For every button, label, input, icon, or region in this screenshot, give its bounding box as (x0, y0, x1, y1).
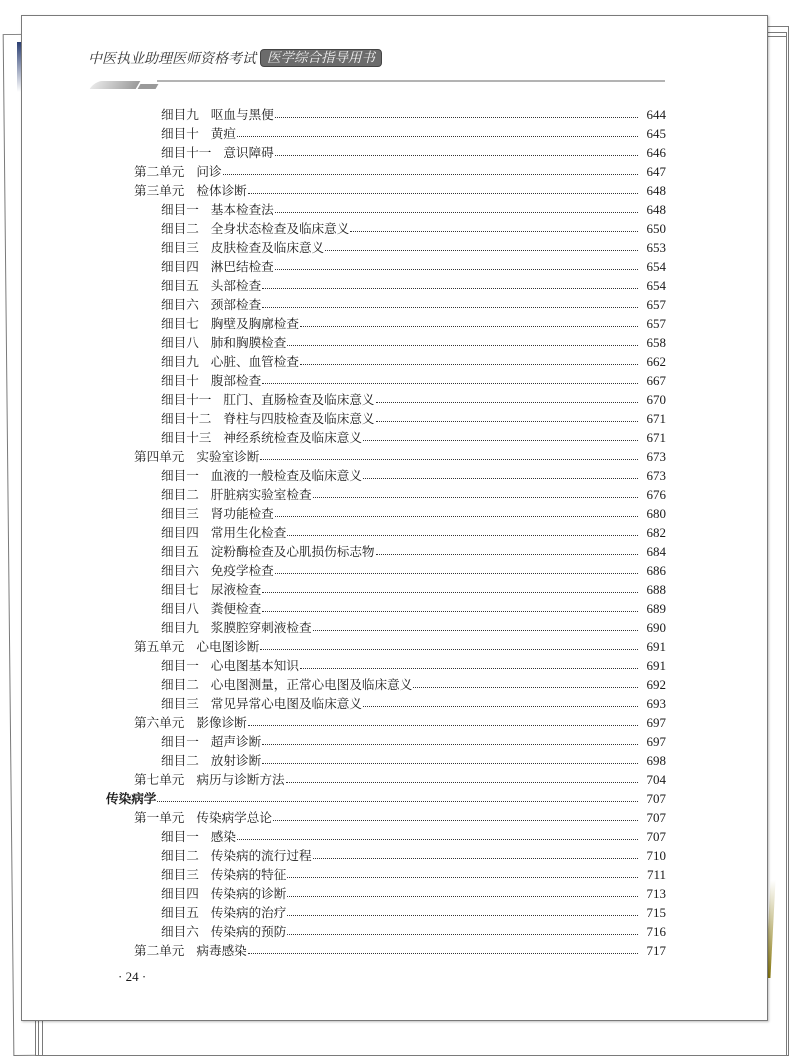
dot-leader (287, 876, 638, 878)
toc-entry[interactable] (106, 104, 666, 123)
toc-entry-page: 710 (646, 848, 666, 863)
toc-entry-label (106, 180, 247, 199)
toc-entry-code: 第四单元 (134, 449, 185, 464)
toc-entry-page: 670 (646, 392, 666, 407)
toc-entry-title: 胸壁及胸廓检查 (210, 316, 299, 331)
toc-entry-page: 647 (646, 164, 666, 179)
dot-leader (363, 705, 638, 707)
dot-leader (300, 325, 638, 327)
toc-entry[interactable] (106, 256, 666, 275)
toc-entry-title: 常见异常心电图及临床意义 (210, 696, 362, 711)
header-decoration (90, 81, 141, 89)
toc-entry-page: 707 (646, 791, 666, 806)
toc-entry[interactable] (106, 617, 666, 636)
toc-entry[interactable] (106, 598, 666, 617)
toc-entry-label (106, 427, 362, 446)
toc-entry-label (106, 674, 412, 693)
toc-entry-title: 皮肤检查及临床意义 (210, 240, 325, 255)
toc-entry-title: 心电图诊断 (196, 639, 260, 654)
dot-leader (248, 192, 638, 194)
dot-leader (260, 458, 638, 460)
toc-entry[interactable] (106, 427, 666, 446)
dot-leader (248, 724, 638, 726)
toc-entry-page: 693 (646, 696, 666, 711)
dot-leader (363, 477, 638, 479)
toc-entry-title: 基本检查法 (210, 202, 274, 217)
toc-entry-page: 650 (646, 221, 666, 236)
dot-leader (275, 572, 638, 574)
toc-entry-title: 浆膜腔穿刺液检查 (210, 620, 312, 635)
toc-entry-code: 细目八 (161, 335, 199, 350)
toc-entry-label (106, 845, 312, 864)
toc-entry-label (106, 712, 247, 731)
toc-entry-page: 707 (646, 829, 666, 844)
dot-leader (313, 857, 638, 859)
toc-entry[interactable] (106, 370, 666, 389)
toc-entry-label (106, 883, 286, 902)
toc-entry-code: 细目十 (161, 373, 199, 388)
toc-entry-title: 神经系统检查及临床意义 (223, 430, 362, 445)
toc-entry-code: 细目三 (161, 696, 199, 711)
toc-entry[interactable] (106, 845, 666, 864)
header-rule (157, 80, 665, 82)
toc-entry[interactable] (106, 940, 666, 959)
toc-entry-label (106, 788, 156, 807)
toc-entry-page: 680 (646, 506, 666, 521)
toc-entry[interactable] (106, 731, 666, 750)
dot-leader (325, 249, 638, 251)
toc-entry-page: 673 (646, 449, 666, 464)
toc-entry-page: 645 (646, 126, 666, 141)
toc-entry[interactable] (106, 313, 666, 332)
dot-leader (275, 211, 638, 213)
dot-leader (262, 287, 638, 289)
toc-entry[interactable] (106, 579, 666, 598)
toc-entry-label (106, 294, 261, 313)
toc-entry-title: 脊柱与四肢检查及临床意义 (223, 411, 375, 426)
toc-entry-title: 肾功能检查 (210, 506, 274, 521)
toc-entry[interactable] (106, 237, 666, 256)
toc-entry-page: 648 (646, 202, 666, 217)
dot-leader (260, 648, 638, 650)
toc-entry-code: 细目五 (161, 544, 199, 559)
dot-leader (350, 230, 638, 232)
toc-entry-page: 697 (646, 734, 666, 749)
toc-entry-page: 658 (646, 335, 666, 350)
toc-entry-code: 细目五 (161, 278, 199, 293)
dot-leader (300, 667, 638, 669)
toc-entry-title: 传染病的流行过程 (210, 848, 312, 863)
toc-entry[interactable] (106, 826, 666, 845)
toc-entry-title: 腹部检查 (210, 373, 262, 388)
dot-leader (287, 914, 638, 916)
dot-leader (376, 401, 639, 403)
toc-entry-code: 细目二 (161, 221, 199, 236)
toc-entry-title: 心脏、血管检查 (210, 354, 299, 369)
toc-entry-label (106, 750, 261, 769)
toc-entry-code: 细目二 (161, 753, 199, 768)
toc-entry-code: 细目九 (161, 107, 199, 122)
toc-entry-title: 病毒感染 (196, 943, 247, 958)
toc-entry-label (106, 446, 259, 465)
toc-entry-page: 667 (646, 373, 666, 388)
toc-entry-title: 影像诊断 (196, 715, 247, 730)
dot-leader (237, 135, 638, 137)
toc-entry-label (106, 104, 274, 123)
toc-entry[interactable] (106, 180, 666, 199)
toc-entry[interactable] (106, 294, 666, 313)
dot-leader (237, 838, 638, 840)
dot-leader (262, 382, 638, 384)
toc-entry-page: 673 (646, 468, 666, 483)
toc-entry-code: 细目十 (161, 126, 199, 141)
toc-entry-code: 细目六 (161, 297, 199, 312)
toc-entry-page: 646 (646, 145, 666, 160)
toc-entry-title: 尿液检查 (210, 582, 262, 597)
toc-entry-code: 细目七 (161, 316, 199, 331)
toc-entry-title: 呕血与黑便 (210, 107, 274, 122)
toc-entry-code: 第七单元 (134, 772, 185, 787)
toc-entry[interactable] (106, 769, 666, 788)
dot-leader (286, 781, 638, 783)
toc-entry-code: 细目二 (161, 677, 199, 692)
toc-entry-title: 传染病学总论 (196, 810, 272, 825)
toc-entry-title: 颈部检查 (210, 297, 262, 312)
toc-entry-label (106, 370, 261, 389)
toc-entry-page: 686 (646, 563, 666, 578)
dot-leader (223, 173, 638, 175)
toc-entry-code: 细目九 (161, 354, 199, 369)
toc-entry-label (106, 256, 274, 275)
toc-entry-label (106, 560, 274, 579)
toc-entry[interactable] (106, 123, 666, 142)
toc-entry-title: 问诊 (196, 164, 222, 179)
toc-entry[interactable] (106, 636, 666, 655)
toc-entry[interactable] (106, 218, 666, 237)
toc-entry[interactable] (106, 332, 666, 351)
toc-entry[interactable] (106, 465, 666, 484)
toc-entry-title: 淋巴结检查 (210, 259, 274, 274)
toc-entry-label (106, 161, 222, 180)
toc-entry-code: 第二单元 (134, 943, 185, 958)
toc-entry-label (106, 617, 312, 636)
toc-entry-code: 细目四 (161, 886, 199, 901)
toc-entry-title: 实验室诊断 (196, 449, 260, 464)
toc-entry-page: 653 (646, 240, 666, 255)
toc-entry-title: 肺和胸膜检查 (210, 335, 287, 350)
toc-entry-code: 细目七 (161, 582, 199, 597)
dot-leader (413, 686, 638, 688)
toc-entry-title: 黄疸 (210, 126, 236, 141)
toc-entry-page: 671 (646, 411, 666, 426)
dot-leader (287, 895, 638, 897)
toc-entry-label (106, 807, 272, 826)
toc-entry-label (106, 332, 286, 351)
toc-entry-title: 常用生化检查 (210, 525, 287, 540)
toc-entry-label (106, 940, 247, 959)
dot-leader (287, 933, 638, 935)
toc-entry-code: 细目一 (161, 202, 199, 217)
dot-leader (262, 743, 638, 745)
toc-entry[interactable] (106, 484, 666, 503)
toc-entry-code: 细目四 (161, 259, 199, 274)
toc-entry-label (106, 465, 362, 484)
toc-entry-title: 肝脏病实验室检查 (210, 487, 312, 502)
toc-entry-label (106, 123, 236, 142)
toc-entry-code: 第六单元 (134, 715, 185, 730)
toc-entry-label (106, 408, 375, 427)
toc-entry-code: 细目八 (161, 601, 199, 616)
toc-entry-label (106, 655, 299, 674)
dot-leader (313, 629, 638, 631)
toc-entry-code: 细目四 (161, 525, 199, 540)
toc-entry[interactable] (106, 788, 666, 807)
toc-entry-title: 病历与诊断方法 (196, 772, 285, 787)
toc-entry-label (106, 142, 274, 161)
toc-entry-page: 717 (646, 943, 666, 958)
toc-entry-code: 细目一 (161, 658, 199, 673)
toc-entry-code: 细目三 (161, 506, 199, 521)
toc-entry-title: 放射诊断 (210, 753, 262, 768)
toc-entry-label (106, 826, 236, 845)
toc-entry-page: 715 (646, 905, 666, 920)
toc-entry-code: 细目十三 (161, 430, 212, 445)
toc-entry-title: 肛门、直肠检查及临床意义 (223, 392, 375, 407)
toc-entry-label (106, 275, 261, 294)
toc-entry-title: 头部检查 (210, 278, 262, 293)
toc-entry[interactable] (106, 446, 666, 465)
series-title: 中医执业助理医师资格考试 (88, 51, 256, 67)
toc-entry-code: 细目二 (161, 487, 199, 502)
toc-entry-code: 细目十一 (161, 145, 212, 160)
dot-leader (275, 515, 638, 517)
toc-entry-code: 细目三 (161, 867, 199, 882)
toc-entry-code: 细目三 (161, 240, 199, 255)
toc-entry-code: 细目五 (161, 905, 199, 920)
dot-leader (313, 496, 638, 498)
toc-entry-label (106, 731, 261, 750)
dot-leader (376, 553, 639, 555)
toc-entry-label (106, 693, 362, 712)
toc-entry-title: 心电图基本知识 (210, 658, 299, 673)
toc-entry[interactable] (106, 522, 666, 541)
dot-leader (248, 952, 638, 954)
toc-entry[interactable] (106, 541, 666, 560)
toc-entry[interactable] (106, 864, 666, 883)
dot-leader (273, 819, 638, 821)
toc-entry-page: 691 (646, 658, 666, 673)
toc-entry-page: 692 (646, 677, 666, 692)
running-header (88, 48, 382, 68)
toc-entry-page: 711 (646, 867, 666, 882)
toc-entry-page: 654 (646, 259, 666, 274)
toc-entry-code: 细目一 (161, 468, 199, 483)
toc-entry-code: 细目一 (161, 734, 199, 749)
toc-entry[interactable] (106, 199, 666, 218)
dot-leader (262, 610, 638, 612)
page-number: · 24 · (118, 969, 147, 984)
toc-entry-page: 684 (646, 544, 666, 559)
toc-entry[interactable] (106, 503, 666, 522)
toc-entry-page: 691 (646, 639, 666, 654)
toc-entry-label (106, 484, 312, 503)
toc-entry-title: 传染病的治疗 (210, 905, 287, 920)
toc-entry-title: 粪便检查 (210, 601, 262, 616)
toc-entry-title: 传染病的特征 (210, 867, 287, 882)
dot-leader (262, 306, 638, 308)
toc-entry[interactable] (106, 693, 666, 712)
toc-entry-code: 细目二 (161, 848, 199, 863)
toc-entry-page: 657 (646, 297, 666, 312)
toc-entry-page: 704 (646, 772, 666, 787)
toc-entry-page: 690 (646, 620, 666, 635)
toc-entry-label (106, 389, 375, 408)
toc-entry-code: 细目九 (161, 620, 199, 635)
toc-entry-label (106, 921, 286, 940)
dot-leader (363, 439, 638, 441)
toc-entry-label (106, 864, 286, 883)
toc-entry-label (106, 598, 261, 617)
toc-entry[interactable] (106, 750, 666, 769)
dot-leader (376, 420, 639, 422)
dot-leader (275, 268, 638, 270)
toc-entry[interactable] (106, 560, 666, 579)
toc-entry[interactable] (106, 408, 666, 427)
dot-leader (275, 116, 638, 118)
toc-entry[interactable] (106, 161, 666, 180)
header-decoration (138, 84, 159, 89)
toc-entry-title: 免疫学检查 (210, 563, 274, 578)
toc-entry-page: 689 (646, 601, 666, 616)
toc-entry[interactable] (106, 712, 666, 731)
dot-leader (262, 591, 638, 593)
toc-entry-page: 697 (646, 715, 666, 730)
toc-entry-code: 细目十一 (161, 392, 212, 407)
toc-entry-page: 676 (646, 487, 666, 502)
toc-entry-page: 654 (646, 278, 666, 293)
dot-leader (287, 534, 638, 536)
toc-entry-label (106, 313, 299, 332)
toc-entry-page: 648 (646, 183, 666, 198)
toc-entry[interactable] (106, 351, 666, 370)
toc-entry-title: 传染病学 (106, 791, 157, 806)
toc-entry-title: 意识障碍 (223, 145, 274, 160)
toc-entry[interactable] (106, 142, 666, 161)
toc-entry-title: 淀粉酶检查及心肌损伤标志物 (210, 544, 375, 559)
toc-entry-label (106, 237, 324, 256)
toc-entry-label (106, 541, 375, 560)
toc-entry-page: 716 (646, 924, 666, 939)
toc-entry-label (106, 902, 286, 921)
toc-entry-page: 671 (646, 430, 666, 445)
toc-entry-code: 细目六 (161, 563, 199, 578)
dot-leader (275, 154, 638, 156)
toc-entry-title: 心电图测量，正常心电图及临床意义 (210, 677, 413, 692)
toc-entry-title: 感染 (210, 829, 236, 844)
dot-leader (300, 363, 638, 365)
toc-entry-title: 全身状态检查及临床意义 (210, 221, 350, 236)
dot-leader (157, 800, 638, 802)
toc-entry-code: 第二单元 (134, 164, 185, 179)
toc-entry-code: 第一单元 (134, 810, 185, 825)
toc-entry-title: 传染病的诊断 (210, 886, 287, 901)
toc-entry[interactable] (106, 674, 666, 693)
toc-entry-page: 688 (646, 582, 666, 597)
toc-entry-code: 第五单元 (134, 639, 185, 654)
toc-entry-page: 698 (646, 753, 666, 768)
toc-entry-label (106, 636, 259, 655)
toc-entry-label (106, 351, 299, 370)
toc-entry[interactable] (106, 902, 666, 921)
toc-entry[interactable] (106, 389, 666, 408)
toc-entry-code: 细目一 (161, 829, 199, 844)
toc-entry-label (106, 503, 274, 522)
toc-entry-page: 707 (646, 810, 666, 825)
toc-entry-page: 713 (646, 886, 666, 901)
toc-entry[interactable] (106, 275, 666, 294)
toc-entry-title: 血液的一般检查及临床意义 (210, 468, 362, 483)
toc-entry[interactable] (106, 883, 666, 902)
dot-leader (287, 344, 638, 346)
toc-entry-page: 682 (646, 525, 666, 540)
toc-entry-title: 检体诊断 (196, 183, 247, 198)
toc-entry-label (106, 579, 261, 598)
toc-entry-code: 第三单元 (134, 183, 185, 198)
toc-entry-label (106, 218, 349, 237)
toc-entry-label (106, 199, 274, 218)
toc-entry-label (106, 522, 286, 541)
toc-entry-code: 细目十二 (161, 411, 212, 426)
dot-leader (262, 762, 638, 764)
toc-entry[interactable] (106, 921, 666, 940)
toc-entry-page: 657 (646, 316, 666, 331)
toc-entry-page: 644 (646, 107, 666, 122)
toc-entry-page: 662 (646, 354, 666, 369)
toc-entry-title: 超声诊断 (210, 734, 262, 749)
toc-entry[interactable] (106, 655, 666, 674)
toc-entry[interactable] (106, 807, 666, 826)
toc-entry-label (106, 769, 285, 788)
table-of-contents (106, 104, 666, 959)
book-badge: 医学综合指导用书 (260, 49, 382, 67)
toc-entry-code: 细目六 (161, 924, 199, 939)
toc-entry-title: 传染病的预防 (210, 924, 287, 939)
